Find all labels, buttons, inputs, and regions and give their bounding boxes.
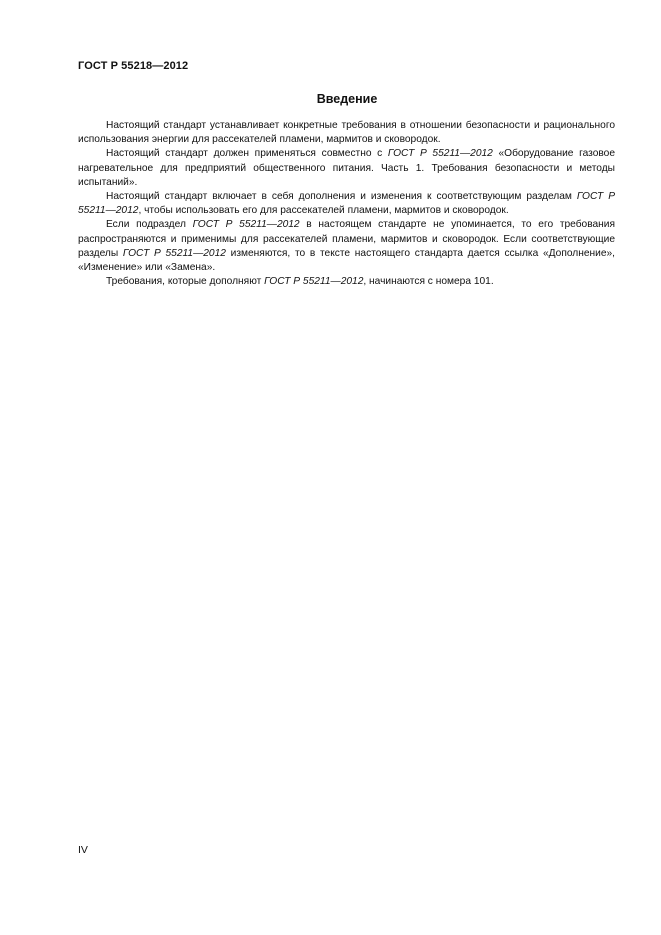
standard-reference: ГОСТ Р 55211—2012 bbox=[387, 148, 493, 160]
paragraph-subsections-text-before: Если подраздел bbox=[106, 219, 193, 231]
paragraph-subsections bbox=[78, 218, 615, 275]
paragraph-additions-text-after: , чтобы использовать его для рассекателей пламени, мармитов и сковородок. bbox=[138, 205, 509, 217]
paragraph-scope-text: Настоящий стандарт устанавливает конкретные требования в отношении безопасности и рационального использования энергии для рассекателей пламени, мармитов и сковородок. bbox=[78, 120, 615, 146]
paragraph-subsections-text-after: изменяются, то в тексте настоящего стандарта дается ссылка «Дополнение», «Изменение» или «Замена». bbox=[78, 247, 615, 274]
standard-reference: ГОСТ Р 55211—2012 bbox=[264, 276, 364, 288]
standard-reference: ГОСТ Р 55211—2012 bbox=[192, 219, 300, 231]
document-code-header: ГОСТ Р 55218—2012 bbox=[78, 60, 189, 72]
paragraph-numbering bbox=[78, 275, 615, 289]
standard-reference: ГОСТ Р 55211—2012 bbox=[78, 191, 615, 217]
paragraph-subsections-text-middle: в настоящем стандарте не упоминается, то его требования распространяются и применимы для рассекателей пламени, мармитов и сковородок. Если соответствующие разделы bbox=[78, 219, 616, 259]
paragraph-usage-text-before: Настоящий стандарт должен применяться совместно с bbox=[106, 148, 388, 160]
paragraph-scope bbox=[78, 119, 615, 147]
section-title: Введение bbox=[316, 92, 378, 106]
standard-reference: ГОСТ Р 55211—2012 bbox=[122, 247, 226, 259]
paragraph-numbering-text-after: , начинаются с номера 101. bbox=[363, 276, 494, 288]
paragraph-additions-text-before: Настоящий стандарт включает в себя дополнения и изменения к соответствующим разделам bbox=[106, 191, 577, 203]
paragraph-numbering-text-before: Требования, которые дополняют bbox=[106, 276, 265, 288]
paragraph-usage-text-after: «Оборудование газовое нагревательное для предприятий общественного питания. Часть 1. Требования безопасности и методы испытаний». bbox=[78, 148, 615, 188]
paragraph-usage bbox=[78, 147, 615, 190]
page-number: IV bbox=[78, 844, 88, 856]
body-text bbox=[78, 119, 615, 289]
paragraph-additions bbox=[78, 190, 615, 218]
